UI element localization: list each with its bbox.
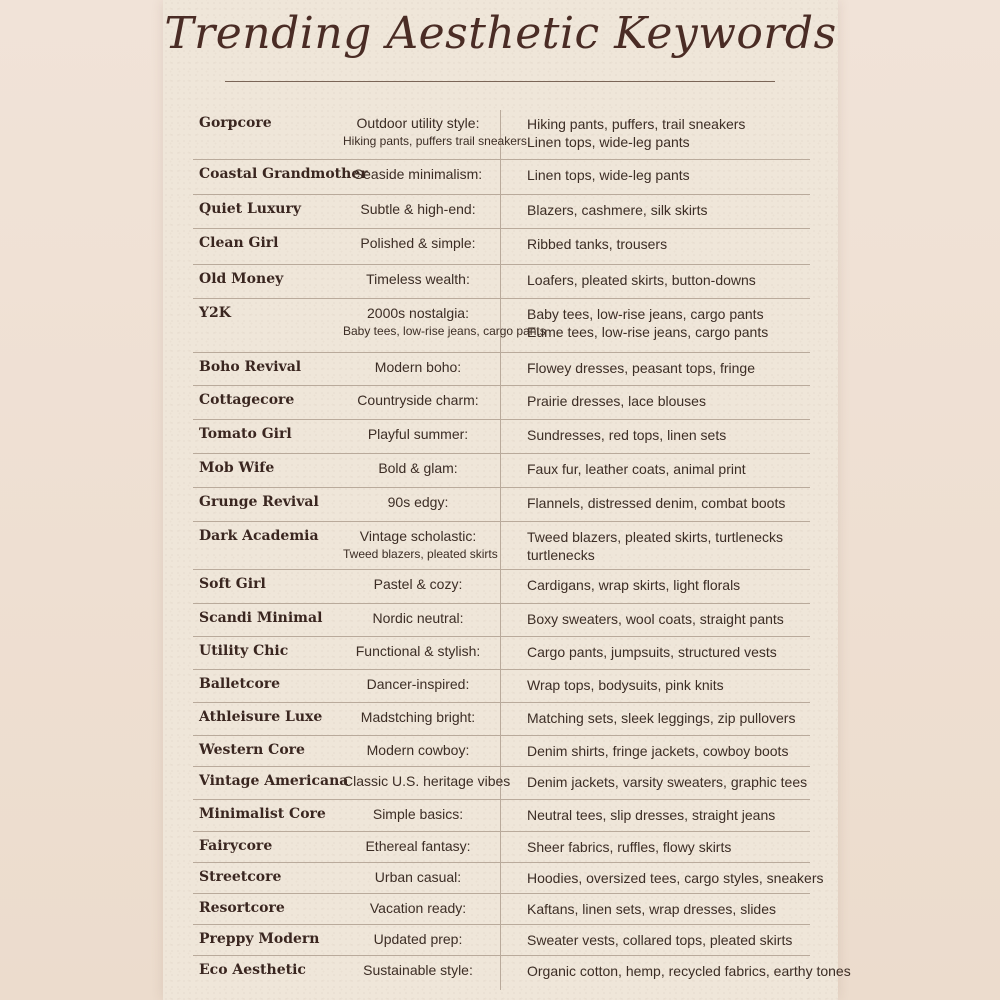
keyword-items [527, 494, 812, 512]
table-row [193, 862, 824, 894]
items-text: Ribbed tanks, trousers [527, 236, 668, 252]
table-row [193, 487, 810, 522]
description-text: Classic U.S. heritage vibes [343, 773, 511, 789]
items-text: Neutral tees, slip dresses, straight jeans [527, 807, 776, 823]
keyword-description [343, 115, 527, 148]
keyword-name: Western Core [199, 742, 305, 758]
keyword-description [343, 305, 546, 338]
description-text: Updated prep: [373, 931, 463, 947]
keyword-name: Boho Revival [199, 359, 302, 375]
description-text: Functional & stylish: [355, 643, 481, 659]
items-text: Loafers, pleated skirts, button-downs [527, 272, 756, 288]
table-row [193, 228, 810, 265]
items-text: Tweed blazers, pleated skirts, turtlenecks [527, 529, 784, 545]
items-text: Wrap tops, bodysuits, pink knits [527, 677, 724, 693]
keyword-name: Dark Academia [199, 528, 319, 544]
table-row [193, 735, 810, 767]
keyword-description [343, 392, 493, 408]
keyword-description [343, 931, 493, 947]
keyword-name: Gorpcore [199, 115, 272, 131]
keyword-description [343, 806, 493, 822]
keyword-items [527, 460, 812, 478]
keyword-items [527, 676, 812, 694]
items-text: Blazers, cashmere, silk skirts [527, 202, 708, 218]
keyword-description [343, 900, 493, 916]
description-text: Simple basics: [372, 806, 464, 822]
items-text: Flannels, distressed denim, combat boots [527, 495, 786, 511]
table-row [193, 702, 810, 736]
table-row [193, 603, 810, 637]
table-row [193, 636, 810, 670]
description-text: Nordic neutral: [372, 610, 464, 626]
description-text: Madstching bright: [360, 709, 476, 725]
description-text: 2000s nostalgia: [367, 305, 469, 321]
table-row [193, 521, 810, 570]
keyword-name: Vintage Americana [199, 773, 349, 789]
keyword-items [527, 359, 812, 377]
keyword-description [343, 838, 493, 854]
items-text: Denim jackets, varsity sweaters, graphic tees [527, 774, 808, 790]
keyword-items [527, 931, 812, 949]
items-text: Cardigans, wrap skirts, light florals [527, 577, 741, 593]
table-row [193, 298, 810, 353]
keyword-items [527, 115, 812, 151]
description-text: Vacation ready: [369, 900, 467, 916]
table-row [193, 108, 810, 160]
keyword-name: Cottagecore [199, 392, 295, 408]
items-text-line2: turtlenecks [527, 547, 595, 563]
description-text: Outdoor utility style: [356, 115, 480, 131]
keyword-items [527, 235, 812, 253]
description-text: Sustainable style: [363, 962, 473, 978]
keyword-description [343, 426, 493, 442]
items-text: Sheer fabrics, ruffles, flowy skirts [527, 839, 732, 855]
keyword-items [527, 426, 812, 444]
items-text: Faux fur, leather coats, animal print [527, 461, 746, 477]
keyword-name: Grunge Revival [199, 494, 319, 510]
keyword-description [343, 359, 493, 375]
keyword-description [343, 742, 493, 758]
keyword-name: Streetcore [199, 869, 282, 885]
table-row [193, 924, 810, 956]
items-text: Matching sets, sleek leggings, zip pullovers [527, 710, 796, 726]
keyword-name: Mob Wife [199, 460, 275, 476]
description-text: Subtle & high-end: [360, 201, 476, 217]
keyword-description [343, 676, 493, 692]
items-text: Sweater vests, collared tops, pleated skirts [527, 932, 793, 948]
keyword-name: Tomato Girl [199, 426, 292, 442]
keyword-name: Coastal Grandmother [199, 166, 368, 182]
table-row [193, 194, 810, 229]
keyword-name: Eco Aesthetic [199, 962, 306, 978]
items-text: Flowey dresses, peasant tops, fringe [527, 360, 756, 376]
keyword-description [343, 201, 493, 217]
keyword-description [343, 610, 493, 626]
items-text-line2: Linen tops, wide-leg pants [527, 134, 690, 150]
keyword-name: Preppy Modern [199, 931, 320, 947]
description-text: Dancer-inspired: [366, 676, 470, 692]
keyword-items [527, 643, 812, 661]
keyword-description [343, 773, 511, 789]
table-row [193, 893, 810, 925]
keyword-description [343, 460, 493, 476]
table-row [193, 955, 851, 985]
items-text-line2: Eume tees, low-rise jeans, cargo pants [527, 324, 769, 340]
table-row [193, 419, 810, 454]
keyword-name: Athleisure Luxe [199, 709, 323, 725]
backdrop-left [0, 0, 163, 1000]
description-subtext: Tweed blazers, pleated skirts [343, 547, 498, 561]
items-text: Linen tops, wide-leg pants [527, 167, 690, 183]
table-row [193, 766, 810, 800]
keyword-items [527, 869, 824, 887]
description-text: Urban casual: [374, 869, 462, 885]
table-row [193, 669, 810, 703]
table-row [193, 264, 810, 299]
items-text: Organic cotton, hemp, recycled fabrics, earthy tones [527, 963, 851, 979]
keyword-description [343, 166, 493, 182]
keyword-description [343, 643, 493, 659]
keyword-name: Resortcore [199, 900, 285, 916]
items-text: Hiking pants, puffers, trail sneakers [527, 116, 746, 132]
keyword-items [527, 806, 812, 824]
items-text: Hoodies, oversized tees, cargo styles, sneakers [527, 870, 824, 886]
backdrop-right [838, 0, 1000, 1000]
keyword-description [343, 235, 493, 251]
keyword-description [343, 576, 493, 592]
keyword-name: Scandi Minimal [199, 610, 323, 626]
description-text: Polished & simple: [360, 235, 476, 251]
keyword-name: Y2K [199, 305, 231, 321]
keyword-name: Clean Girl [199, 235, 279, 251]
description-text: 90s edgy: [387, 494, 449, 510]
keyword-name: Soft Girl [199, 576, 266, 592]
keyword-items [527, 392, 812, 410]
items-text: Kaftans, linen sets, wrap dresses, slides [527, 901, 777, 917]
table-row [193, 831, 810, 863]
keyword-items [527, 742, 812, 760]
items-text: Sundresses, red tops, linen sets [527, 427, 727, 443]
description-text: Vintage scholastic: [359, 528, 477, 544]
keyword-name: Minimalist Core [199, 806, 326, 822]
table-row [193, 352, 810, 386]
description-subtext: Hiking pants, puffers trail sneakers [343, 134, 527, 148]
table-row [193, 569, 810, 604]
items-text: Cargo pants, jumpsuits, structured vests [527, 644, 777, 660]
description-subtext: Baby tees, low-rise jeans, cargo pants [343, 324, 546, 338]
keyword-description [343, 962, 493, 978]
description-text: Modern cowboy: [366, 742, 470, 758]
description-text: Modern boho: [374, 359, 462, 375]
keyword-items [527, 900, 812, 918]
keyword-items [527, 838, 812, 856]
description-text: Timeless wealth: [366, 271, 470, 287]
keyword-items [527, 709, 812, 727]
items-text: Prairie dresses, lace blouses [527, 393, 706, 409]
keyword-description [343, 869, 493, 885]
table-row [193, 159, 810, 195]
keyword-items [527, 528, 812, 564]
keyword-sheet [163, 0, 851, 1000]
keyword-items [527, 166, 812, 184]
description-text: Countryside charm: [357, 392, 479, 408]
table-row [193, 453, 810, 488]
keyword-name: Old Money [199, 271, 284, 287]
keyword-items [527, 271, 812, 289]
keyword-description [343, 494, 493, 510]
keyword-name: Balletcore [199, 676, 281, 692]
table-row [193, 799, 810, 832]
keyword-description [343, 271, 493, 287]
keyword-items [527, 305, 812, 341]
description-text: Seaside minimalism: [353, 166, 483, 182]
description-text: Ethereal fantasy: [365, 838, 471, 854]
keyword-items [527, 201, 812, 219]
keyword-name: Quiet Luxury [199, 201, 301, 217]
title-underline [225, 81, 775, 82]
keyword-items [527, 962, 851, 980]
keyword-name: Fairycore [199, 838, 273, 854]
page-title: Trending Aesthetic Keywords [164, 8, 837, 59]
items-text: Baby tees, low-rise jeans, cargo pants [527, 306, 764, 322]
keyword-items [527, 610, 812, 628]
description-text: Bold & glam: [378, 460, 458, 476]
keyword-items [527, 773, 812, 791]
items-text: Boxy sweaters, wool coats, straight pants [527, 611, 784, 627]
items-text: Denim shirts, fringe jackets, cowboy boots [527, 743, 789, 759]
keyword-name: Utility Chic [199, 643, 289, 659]
keyword-description [343, 528, 498, 561]
keyword-description [343, 709, 493, 725]
keyword-items [527, 576, 812, 594]
table-row [193, 385, 810, 420]
description-text: Playful summer: [367, 426, 469, 442]
description-text: Pastel & cozy: [373, 576, 463, 592]
